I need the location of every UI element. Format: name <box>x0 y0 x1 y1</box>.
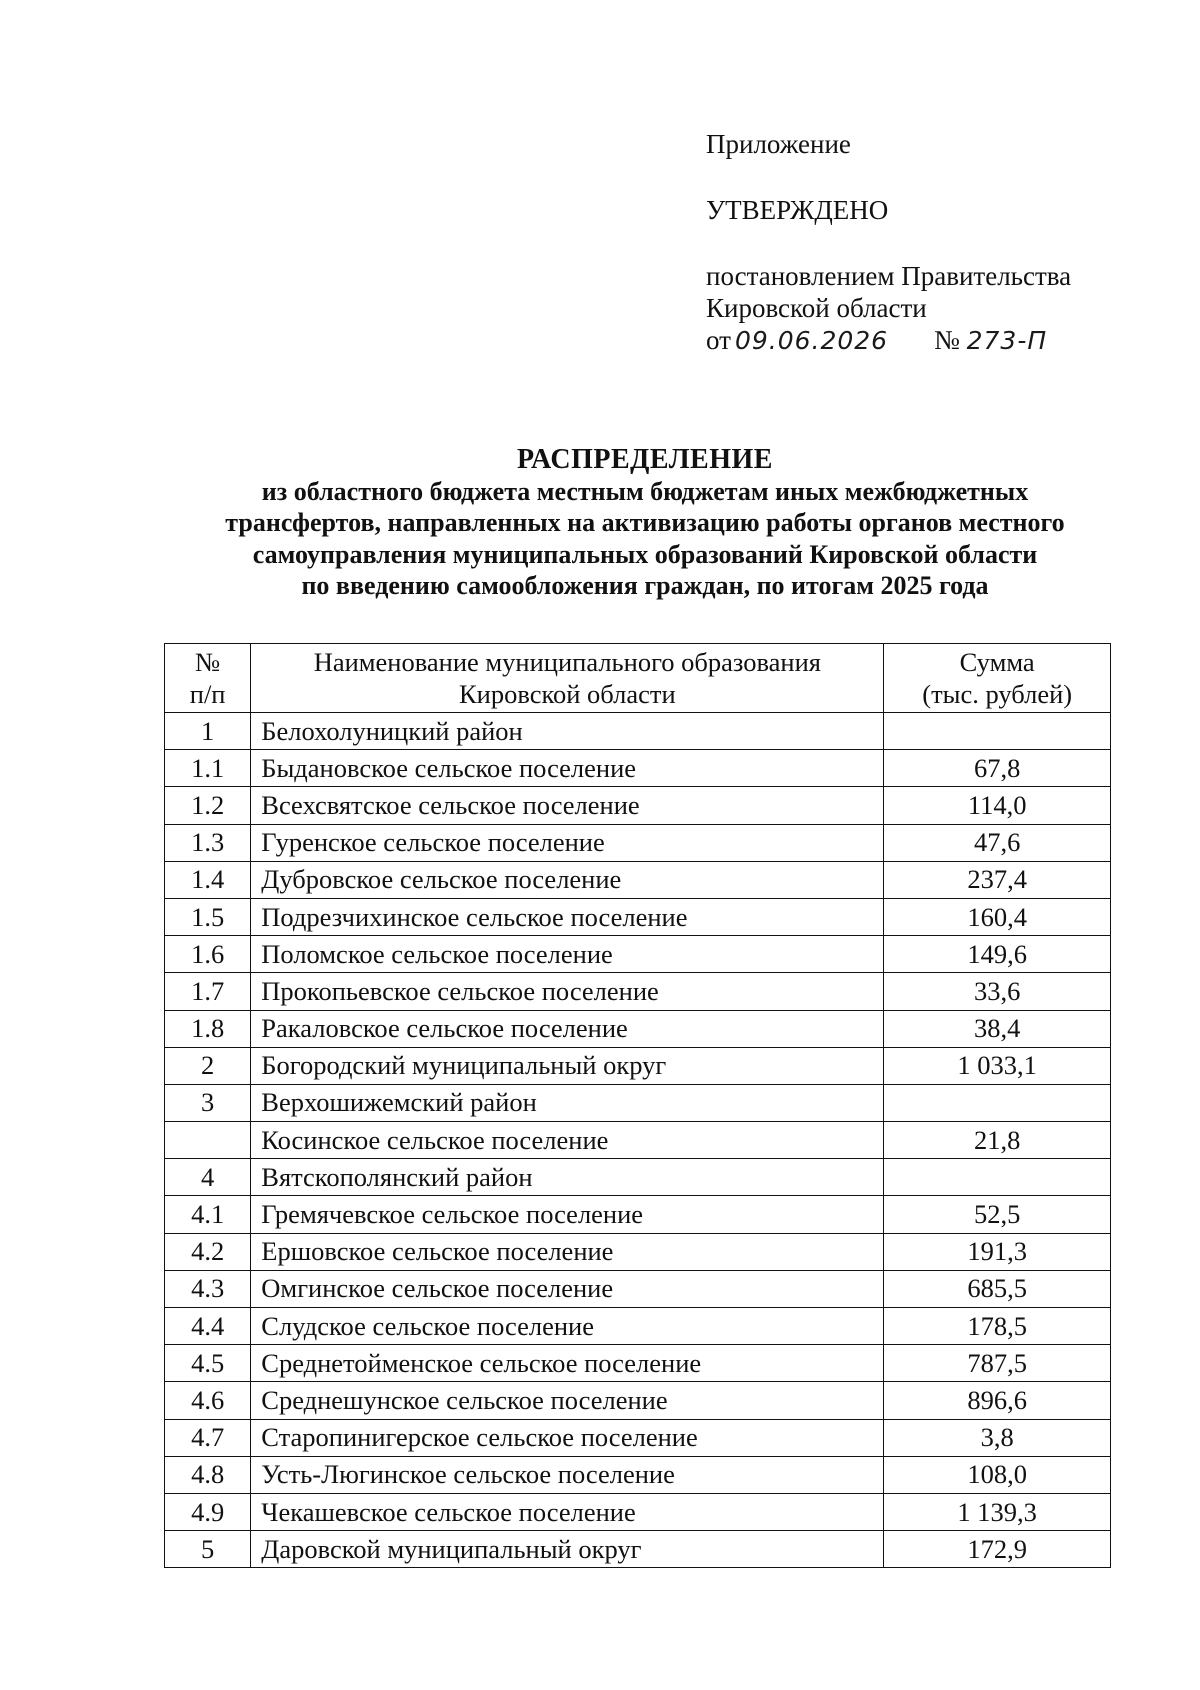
amount-cell: 160,4 <box>884 898 1111 935</box>
municipality-name-cell: Вятскополянский район <box>251 1159 884 1196</box>
decree-line-2: Кировской области <box>706 293 927 323</box>
amount-cell: 1 033,1 <box>884 1047 1111 1084</box>
municipality-name-cell: Чекашевское сельское поселение <box>251 1493 884 1530</box>
row-number-cell: 4 <box>165 1159 251 1196</box>
amount-cell <box>884 713 1111 750</box>
municipality-name-cell: Поломское сельское поселение <box>251 936 884 973</box>
row-number-cell: 1.5 <box>165 898 251 935</box>
municipality-name-cell: Гремячевское сельское поселение <box>251 1196 884 1233</box>
row-number-cell: 4.1 <box>165 1196 251 1233</box>
header-number <box>165 644 251 713</box>
amount-cell: 1 139,3 <box>884 1493 1111 1530</box>
title-line-1: из областного бюджета местным бюджетам иных межбюджетных <box>261 476 1029 506</box>
municipality-name-cell: Дубровское сельское поселение <box>251 861 884 898</box>
amount-cell <box>884 1159 1111 1196</box>
header-number-line-1: № <box>194 647 221 677</box>
municipality-name-cell: Даровской муниципальный округ <box>251 1531 884 1568</box>
table-row <box>165 1047 1111 1084</box>
header-sum-line-2: (тыс. рублей) <box>922 679 1073 709</box>
header-name-line-1: Наименование муниципального образования <box>313 647 821 677</box>
table-row <box>165 1308 1111 1345</box>
table-row <box>165 1196 1111 1233</box>
amount-cell: 149,6 <box>884 936 1111 973</box>
table-row <box>165 1382 1111 1419</box>
date-prefix: от <box>706 325 731 355</box>
municipality-name-cell: Усть-Люгинское сельское поселение <box>251 1456 884 1493</box>
decree-line-1: постановлением Правительства <box>706 261 1072 291</box>
amount-cell: 178,5 <box>884 1308 1111 1345</box>
handwritten-date: 09.06.2026 <box>734 326 889 355</box>
document-title <box>150 444 1140 602</box>
title-line-3: самоуправления муниципальных образований Кировской области <box>252 539 1038 569</box>
table-row <box>165 1345 1111 1382</box>
header-sum <box>884 644 1111 713</box>
row-number-cell: 1.6 <box>165 936 251 973</box>
municipality-name-cell: Белохолуницкий район <box>251 713 884 750</box>
row-number-cell: 1.4 <box>165 861 251 898</box>
row-number-cell: 5 <box>165 1531 251 1568</box>
title-line-2: трансфертов, направленных на активизацию работы органов местного <box>225 508 1065 537</box>
table-row <box>165 824 1111 861</box>
row-number-cell <box>165 1122 251 1159</box>
table-row <box>165 1159 1111 1196</box>
municipality-name-cell: Быдановское сельское поселение <box>251 750 884 787</box>
row-number-cell: 1.8 <box>165 1010 251 1047</box>
table-row <box>165 1531 1111 1568</box>
row-number-cell: 1 <box>165 713 251 750</box>
amount-cell: 685,5 <box>884 1270 1111 1307</box>
handwritten-number: 273-П <box>966 326 1048 355</box>
row-number-cell: 4.8 <box>165 1456 251 1493</box>
decree-date-number-line <box>706 324 1071 357</box>
amount-cell: 114,0 <box>884 787 1111 824</box>
municipality-name-cell: Всехсвятское сельское поселение <box>251 787 884 824</box>
appendix-label: Приложение <box>706 129 851 159</box>
municipality-name-cell: Подрезчихинское сельское поселение <box>251 898 884 935</box>
municipality-name-cell: Ершовское сельское поселение <box>251 1233 884 1270</box>
municipality-name-cell: Косинское сельское поселение <box>251 1122 884 1159</box>
number-label: № <box>934 325 960 355</box>
table-row <box>165 787 1111 824</box>
table-body <box>165 713 1111 1568</box>
header-name <box>251 644 884 713</box>
table-row <box>165 898 1111 935</box>
header-name-line-2: Кировской области <box>458 679 676 709</box>
table-row <box>165 713 1111 750</box>
row-number-cell: 1.1 <box>165 750 251 787</box>
amount-cell <box>884 1084 1111 1121</box>
municipality-name-cell: Прокопьевское сельское поселение <box>251 973 884 1010</box>
amount-cell: 787,5 <box>884 1345 1111 1382</box>
title-main: РАСПРЕДЕЛЕНИЕ <box>517 444 773 475</box>
municipality-name-cell: Слудское сельское поселение <box>251 1308 884 1345</box>
table-row <box>165 1122 1111 1159</box>
row-number-cell: 1.2 <box>165 787 251 824</box>
amount-cell: 896,6 <box>884 1382 1111 1419</box>
amount-cell: 52,5 <box>884 1196 1111 1233</box>
header-number-line-2: п/п <box>189 679 226 709</box>
amount-cell: 47,6 <box>884 824 1111 861</box>
row-number-cell: 4.3 <box>165 1270 251 1307</box>
approved-label: УТВЕРЖДЕНО <box>706 195 889 225</box>
table-header-row <box>165 644 1111 713</box>
municipality-name-cell: Омгинское сельское поселение <box>251 1270 884 1307</box>
row-number-cell: 4.5 <box>165 1345 251 1382</box>
approval-block <box>706 128 1071 357</box>
table-row <box>165 936 1111 973</box>
row-number-cell: 4.6 <box>165 1382 251 1419</box>
amount-cell: 21,8 <box>884 1122 1111 1159</box>
amount-cell: 67,8 <box>884 750 1111 787</box>
municipality-name-cell: Богородский муниципальный округ <box>251 1047 884 1084</box>
table-row <box>165 973 1111 1010</box>
amount-cell: 191,3 <box>884 1233 1111 1270</box>
table-row <box>165 1233 1111 1270</box>
table-row <box>165 1270 1111 1307</box>
table-row <box>165 1084 1111 1121</box>
amount-cell: 108,0 <box>884 1456 1111 1493</box>
row-number-cell: 4.2 <box>165 1233 251 1270</box>
row-number-cell: 1.7 <box>165 973 251 1010</box>
municipality-name-cell: Старопинигерское сельское поселение <box>251 1419 884 1456</box>
amount-cell: 38,4 <box>884 1010 1111 1047</box>
row-number-cell: 2 <box>165 1047 251 1084</box>
row-number-cell: 1.3 <box>165 824 251 861</box>
header-sum-line-1: Сумма <box>959 647 1035 677</box>
amount-cell: 237,4 <box>884 861 1111 898</box>
table-row <box>165 861 1111 898</box>
municipality-name-cell: Верхошижемский район <box>251 1084 884 1121</box>
amount-cell: 33,6 <box>884 973 1111 1010</box>
municipality-name-cell: Среднетойменское сельское поселение <box>251 1345 884 1382</box>
municipality-name-cell: Ракаловское сельское поселение <box>251 1010 884 1047</box>
municipality-name-cell: Гуренское сельское поселение <box>251 824 884 861</box>
table-row <box>165 1010 1111 1047</box>
title-line-4: по введению самообложения граждан, по итогам 2025 года <box>301 571 989 600</box>
row-number-cell: 4.9 <box>165 1493 251 1530</box>
table-row <box>165 1456 1111 1493</box>
amount-cell: 3,8 <box>884 1419 1111 1456</box>
table-row <box>165 750 1111 787</box>
table-row <box>165 1493 1111 1530</box>
row-number-cell: 4.4 <box>165 1308 251 1345</box>
distribution-table <box>164 643 1111 1568</box>
row-number-cell: 3 <box>165 1084 251 1121</box>
amount-cell: 172,9 <box>884 1531 1111 1568</box>
row-number-cell: 4.7 <box>165 1419 251 1456</box>
table-row <box>165 1419 1111 1456</box>
municipality-name-cell: Среднешунское сельское поселение <box>251 1382 884 1419</box>
